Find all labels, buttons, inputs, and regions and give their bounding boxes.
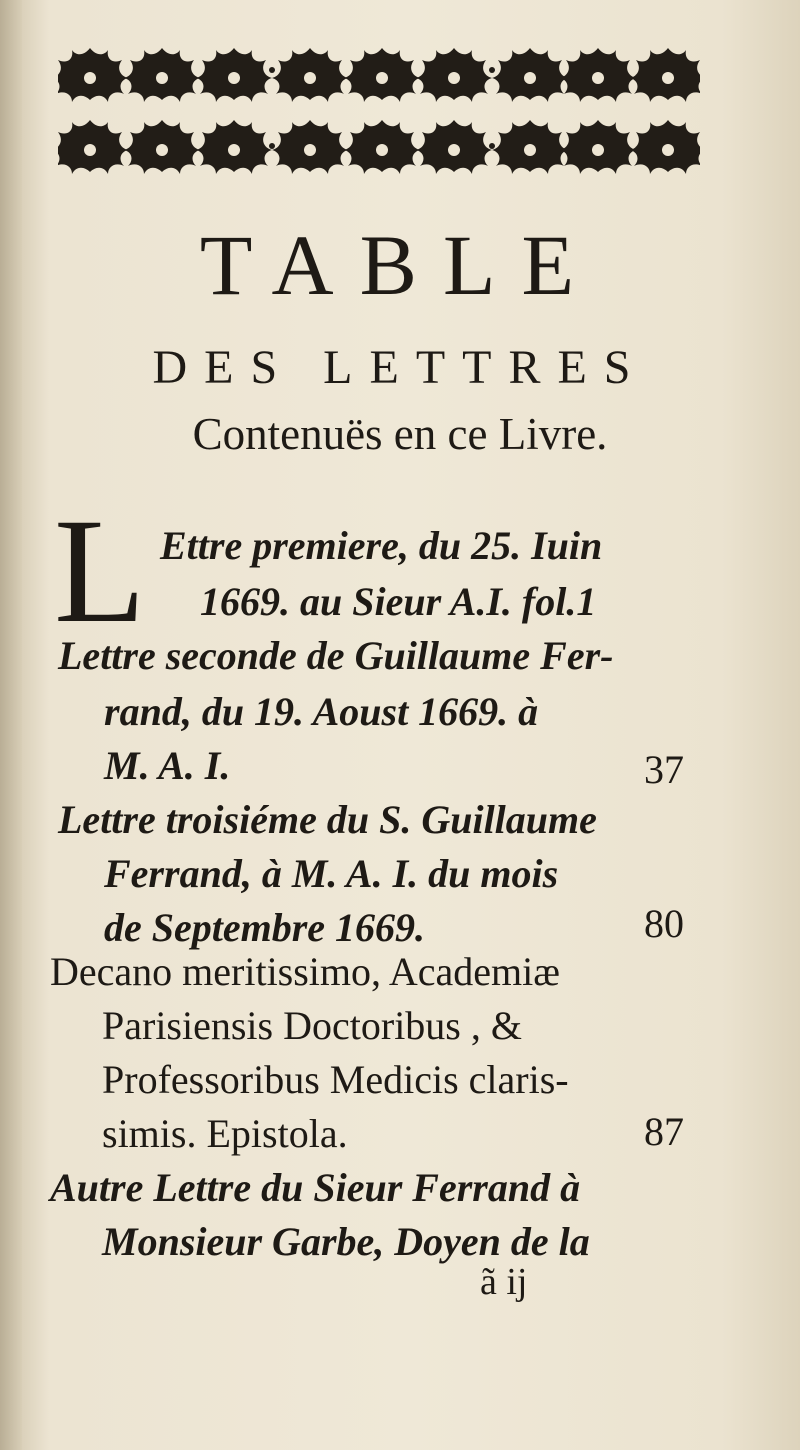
- ornamental-headpiece: [58, 40, 700, 190]
- entry-1-line-1: Ettre premiere, du 25. Iuin: [160, 523, 603, 568]
- signature-mark: ã ij: [480, 1261, 528, 1303]
- fleuron-ornament: [416, 48, 492, 102]
- fleuron-ornament: [58, 120, 128, 174]
- entry-4-line-2: Parisiensis Doctoribus , &: [102, 1003, 522, 1048]
- entry-2-page: 37: [644, 747, 684, 792]
- page-title: TABLE: [199, 217, 601, 313]
- entry-4-line-3: Professoribus Medicis claris-: [102, 1057, 569, 1102]
- fleuron-ornament: [630, 120, 700, 174]
- fleuron-ornament: [344, 48, 420, 102]
- entry-4-line-4: simis. Epistola.: [102, 1111, 348, 1156]
- fleuron-ornament: [272, 120, 348, 174]
- fleuron-ornament: [416, 120, 492, 174]
- fleuron-ornament: [492, 120, 568, 174]
- entry-4-line-1: Decano meritissimo, Academiæ: [50, 949, 560, 994]
- entry-3-line-1: Lettre troisiéme du S. Guillaume: [58, 797, 597, 842]
- page-gutter-shadow: [0, 0, 22, 1450]
- fleuron-ornament: [124, 48, 200, 102]
- entry-3-line-2: Ferrand, à M. A. I. du mois: [104, 851, 559, 896]
- entry-5-line-2: Monsieur Garbe, Doyen de la: [102, 1219, 590, 1264]
- fleuron-ornament: [560, 48, 636, 102]
- ornament-dot: [489, 67, 495, 73]
- entry-1-line-2: 1669. au Sieur A.I. fol.1: [200, 579, 597, 624]
- fleuron-ornament: [630, 48, 700, 102]
- ornament-dot: [489, 143, 495, 149]
- entry-3-page: 80: [644, 901, 684, 946]
- fleuron-ornament: [272, 48, 348, 102]
- fleuron-ornament: [196, 120, 272, 174]
- fleuron-ornament: [344, 120, 420, 174]
- fleuron-ornament: [58, 48, 128, 102]
- ornament-dot: [269, 67, 275, 73]
- drop-cap: L: [54, 488, 146, 654]
- fleuron-ornament: [492, 48, 568, 102]
- page-subtitle: DES LETTRES: [152, 341, 648, 394]
- entry-5-line-1: Autre Lettre du Sieur Ferrand à: [50, 1165, 581, 1210]
- fleuron-ornament: [124, 120, 200, 174]
- entry-2-line-1: Lettre seconde de Guillaume Fer-: [58, 633, 614, 678]
- entry-2-line-2: rand, du 19. Aoust 1669. à: [104, 689, 539, 734]
- entry-3-line-3: de Septembre 1669.: [104, 905, 426, 950]
- entry-2-line-3: M. A. I.: [104, 743, 231, 788]
- fleuron-ornament: [196, 48, 272, 102]
- fleuron-ornament: [560, 120, 636, 174]
- ornament-dot: [269, 143, 275, 149]
- page-subtitle-2: Contenuës en ce Livre.: [192, 409, 608, 459]
- entry-4-page: 87: [644, 1109, 684, 1154]
